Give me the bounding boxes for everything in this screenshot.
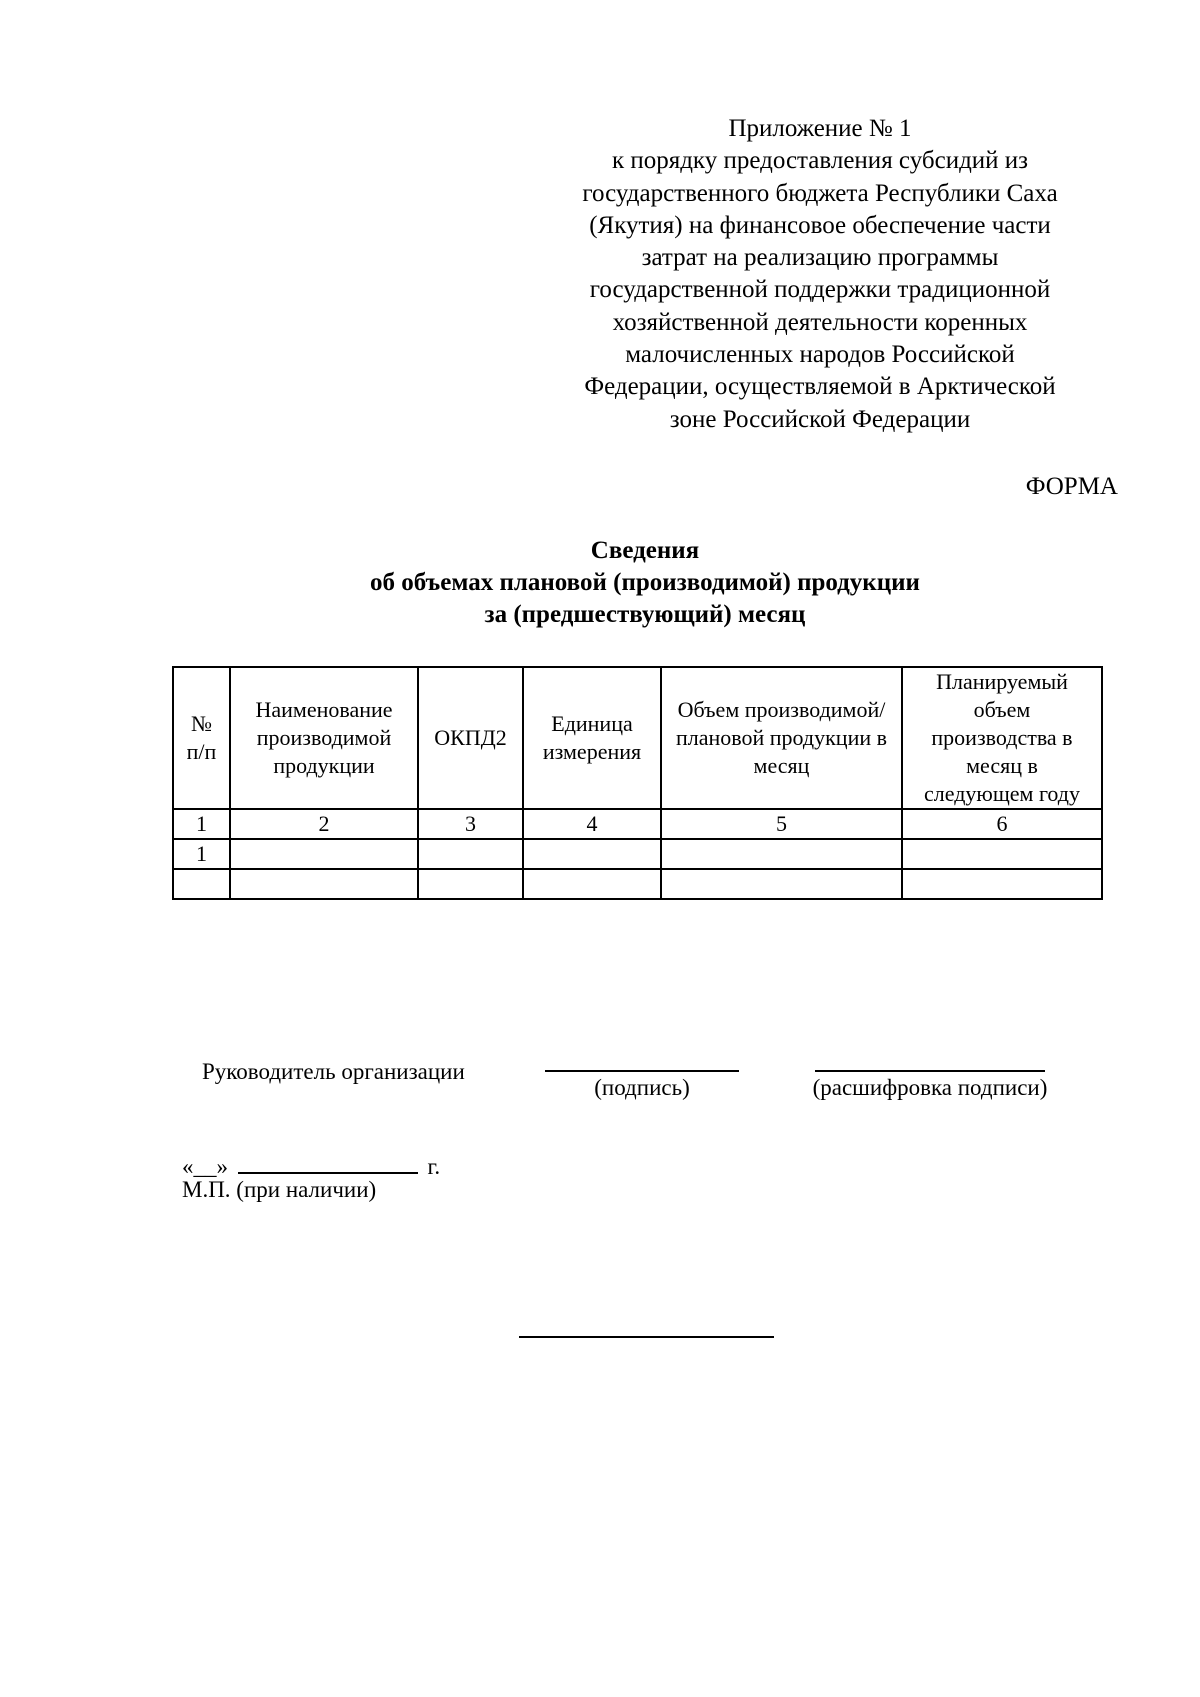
table-cell: 3	[418, 809, 523, 839]
table-cell: 6	[902, 809, 1102, 839]
appendix-line: к порядку предоставления субсидий из	[611, 147, 1029, 175]
header-okpd2: ОКПД2	[418, 667, 523, 809]
signature-decoding-line	[815, 1070, 1045, 1072]
footer-divider	[519, 1336, 774, 1338]
date-year-suffix: г.	[427, 1154, 441, 1179]
appendix-line: (Якутия) на финансовое обеспечение части	[589, 211, 1051, 239]
signature-caption: (подпись)	[594, 1075, 690, 1100]
table-cell	[661, 839, 902, 869]
header-planned-volume: Планируемый объем производства в месяц в следующем году	[902, 667, 1102, 809]
table-row	[173, 839, 1102, 869]
table-cell: 4	[523, 809, 661, 839]
title-line: об объемах плановой (производимой) продукции	[370, 569, 920, 596]
appendix-line: государственной поддержки традиционной	[589, 276, 1051, 304]
appendix-line: хозяйственной деятельности коренных	[612, 308, 1028, 336]
appendix-block	[540, 113, 1100, 436]
appendix-line: Федерации, осуществляемой в Арктической	[584, 373, 1056, 401]
table-cell	[661, 869, 902, 899]
table-row	[173, 869, 1102, 899]
table-cell	[902, 869, 1102, 899]
form-label: ФОРМА	[1025, 473, 1118, 500]
table-cell	[230, 869, 418, 899]
appendix-line: Приложение № 1	[728, 115, 912, 142]
header-product-name: Наименование производимой продукции	[230, 667, 418, 809]
title-line: за (предшествующий) месяц	[484, 601, 806, 628]
table-cell	[902, 839, 1102, 869]
table-cell	[230, 839, 418, 869]
table-cell	[418, 869, 523, 899]
table-cell	[523, 869, 661, 899]
production-table	[172, 666, 1103, 900]
document-title	[0, 535, 1200, 631]
table-cell	[418, 839, 523, 869]
table-cell: 5	[661, 809, 902, 839]
date-day: «__»	[182, 1154, 228, 1179]
table-cell	[173, 869, 230, 899]
header-unit: Единица измерения	[523, 667, 661, 809]
table-cell: 1	[173, 839, 230, 869]
table-cell: 1	[173, 809, 230, 839]
head-of-organization-label: Руководитель организации	[202, 1059, 465, 1084]
signature-decoding-caption: (расшифровка подписи)	[812, 1075, 1048, 1100]
table-cell	[523, 839, 661, 869]
appendix-line: затрат на реализацию программы	[641, 244, 999, 272]
title-line: Сведения	[590, 537, 700, 564]
header-monthly-volume: Объем производимой/ плановой продукции в месяц	[661, 667, 902, 809]
table-cell: 2	[230, 809, 418, 839]
date-blank-line	[238, 1148, 418, 1174]
header-number: № п/п	[173, 667, 230, 809]
appendix-line: государственного бюджета Республики Саха	[582, 179, 1058, 207]
appendix-line: зоне Российской Федерации	[669, 405, 971, 433]
appendix-line: малочисленных народов Российской	[625, 341, 1015, 369]
table-row	[173, 809, 1102, 839]
signature-line	[545, 1070, 739, 1072]
seal-label: М.П. (при наличии)	[182, 1177, 377, 1202]
table-header-row	[173, 667, 1102, 809]
